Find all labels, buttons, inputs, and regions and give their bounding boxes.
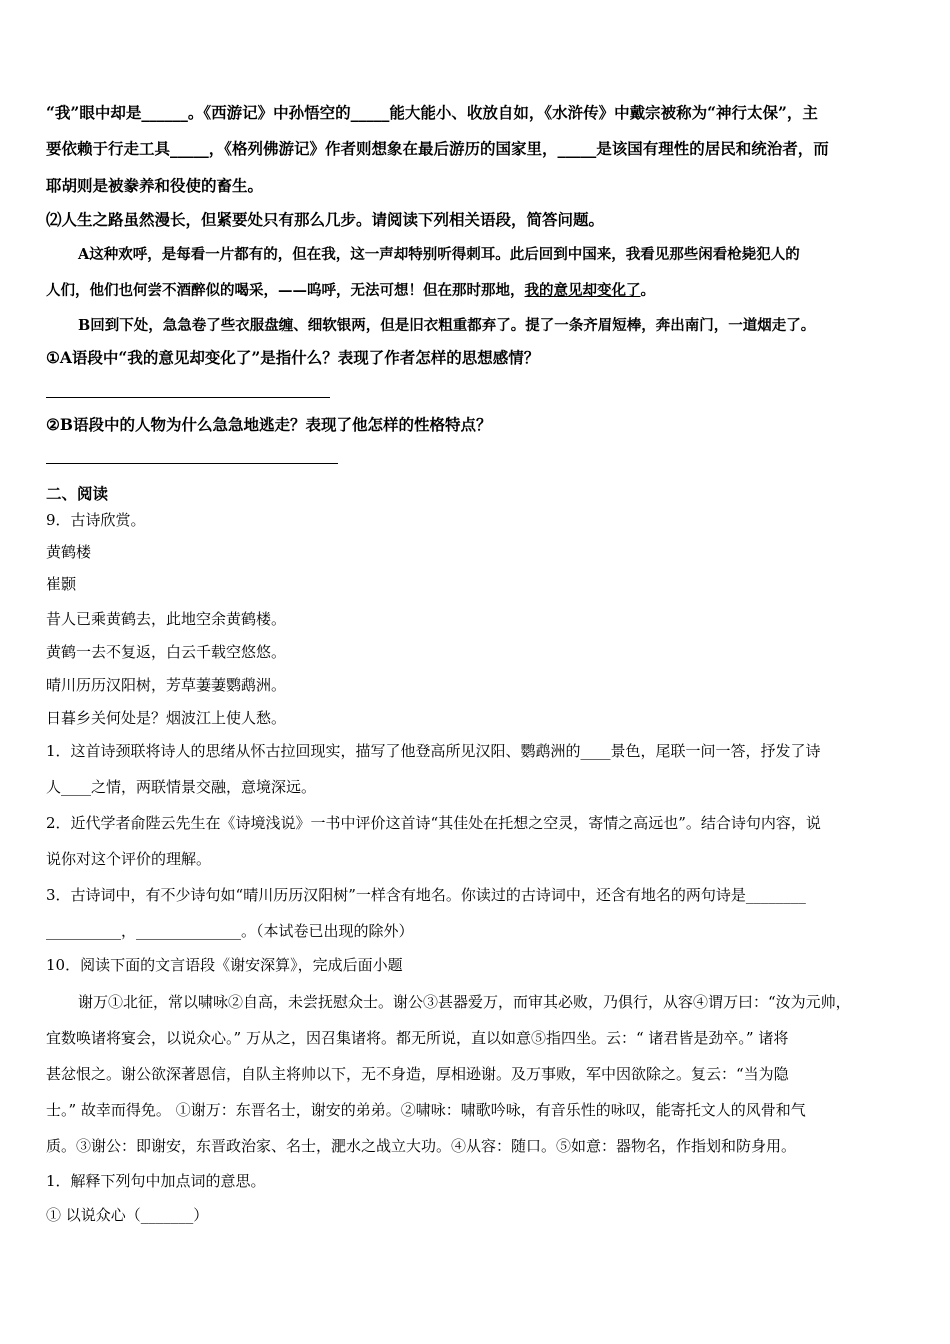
section2-title: 二、阅读: [46, 484, 109, 503]
passage-a-line2-pre: 人们，他们也何尝不酒醉似的喝采，——呜呼，无法可想！但在那时那地，: [46, 282, 525, 299]
q9-sub1-line1: 1．这首诗颈联将诗人的思绪从怀古拉回现实，描写了他登高所见汉阳、鹦鹉洲的____景色，尾联一问一答，抒发了诗: [46, 742, 821, 760]
poem-line-1: 昔人已乘黄鹤去，此地空余黄鹤楼。: [46, 610, 287, 628]
poem-line-3: 晴川历历汉阳树，芳草萋萋鹦鹉洲。: [46, 676, 287, 694]
q8-question1: ①A语段中“我的意见却变化了”是指什么？表现了作者怎样的思想感情？: [46, 348, 540, 367]
poem-poet: 崔颢: [46, 575, 77, 593]
q10-sub1-item1: ① 以说众心（_______）: [46, 1206, 209, 1224]
poem-title: 黄鹤楼: [46, 543, 92, 561]
passage-b: B回到下处，急急卷了些衣服盘缠、细软银两，但是旧衣粗重都弃了。提了一条齐眉短棒，奔出南门，一道烟走了。: [78, 317, 816, 334]
passage-a-line2: [46, 280, 908, 302]
q9-sub3-line1: 3．古诗词中，有不少诗句如“晴川历历汉阳树”一样含有地名。你读过的古诗词中，还含有地名的两句诗是________: [46, 886, 806, 904]
answer-line-1[interactable]: [46, 397, 330, 398]
q9-sub2-line2: 说你对这个评价的理解。: [46, 850, 212, 868]
poem-line-2: 黄鹤一去不复返，白云千载空悠悠。: [46, 643, 287, 661]
q10-text-line4: 士。” 故幸而得免。 ①谢万：东晋名士，谢安的弟弟。②啸咏：啸歌吟咏，有音乐性的咏叹，能寄托文人的风骨和气: [46, 1101, 806, 1119]
q8-cont-line2: 要依赖于行走工具_____，《格列佛游记》作者则想象在最后游历的国家里，_____是该国有理性的居民和统治者，而: [46, 139, 829, 158]
passage-a-underlined-phrase: 我的意见却变化了: [524, 282, 641, 299]
poem-line-4: 日暮乡关何处是？烟波江上使人愁。: [46, 709, 287, 727]
q10-sub1: 1．解释下列句中加点词的意思。: [46, 1172, 266, 1190]
answer-line-2[interactable]: [46, 463, 338, 464]
passage-a-line1: A这种欢呼，是每看一片都有的，但在我，这一声却特别听得刺耳。此后回到中国来，我看见那些闲看枪毙犯人的: [78, 246, 800, 263]
passage-a-line2-post: 。: [640, 282, 655, 299]
q10-text-line2: 宜数唤诸将宴会，以说众心。” 万从之，因召集诸将。都无所说，直以如意⑤指四坐。云：“ 诸君皆是劲卒。” 诸将: [46, 1029, 789, 1047]
q9-sub2-line1: 2．近代学者俞陛云先生在《诗境浅说》一书中评价这首诗“其佳处在托想之空灵，寄情之高远也”。结合诗句内容，说: [46, 814, 821, 832]
q9-sub3-line2: __________，______________。（本试卷已出现的除外）: [46, 922, 414, 940]
q8-cont-line3: 耶胡则是被豢养和役使的畜生。: [46, 176, 264, 195]
q9-sub1-line2: 人____之情，两联情景交融，意境深远。: [46, 778, 317, 796]
q10-text-line5: 质。③谢公：即谢安，东晋政治家、名士，淝水之战立大功。④从容：随口。⑤如意：器物名，作指划和防身用。: [46, 1137, 797, 1155]
q10-heading: 10．阅读下面的文言语段《谢安深算》，完成后面小题: [46, 956, 403, 974]
q10-text-line3: 甚忿恨之。谢公欲深著恩信，自队主将帅以下，无不身造，厚相逊谢。及万事败，军中因欲除之。复云：“当为隐: [46, 1065, 789, 1083]
q8-cont-line1: “我”眼中却是______。《西游记》中孙悟空的_____能大能小、收放自如，《水浒传》中戴宗被称为“神行太保”，主: [46, 103, 818, 122]
q8-question2: ②B语段中的人物为什么急急地逃走？表现了他怎样的性格特点？: [46, 415, 492, 434]
q9-heading: 9．古诗欣赏。: [46, 511, 146, 529]
q8-part2-heading: ⑵人生之路虽然漫长，但紧要处只有那么几步。请阅读下列相关语段，简答问题。: [46, 210, 605, 229]
q10-text-line1: 谢万①北征，常以啸咏②自高，未尝抚慰众士。谢公③甚器爱万，而审其必败，乃俱行，从容④谓万曰：“汝为元帅，: [78, 993, 851, 1011]
